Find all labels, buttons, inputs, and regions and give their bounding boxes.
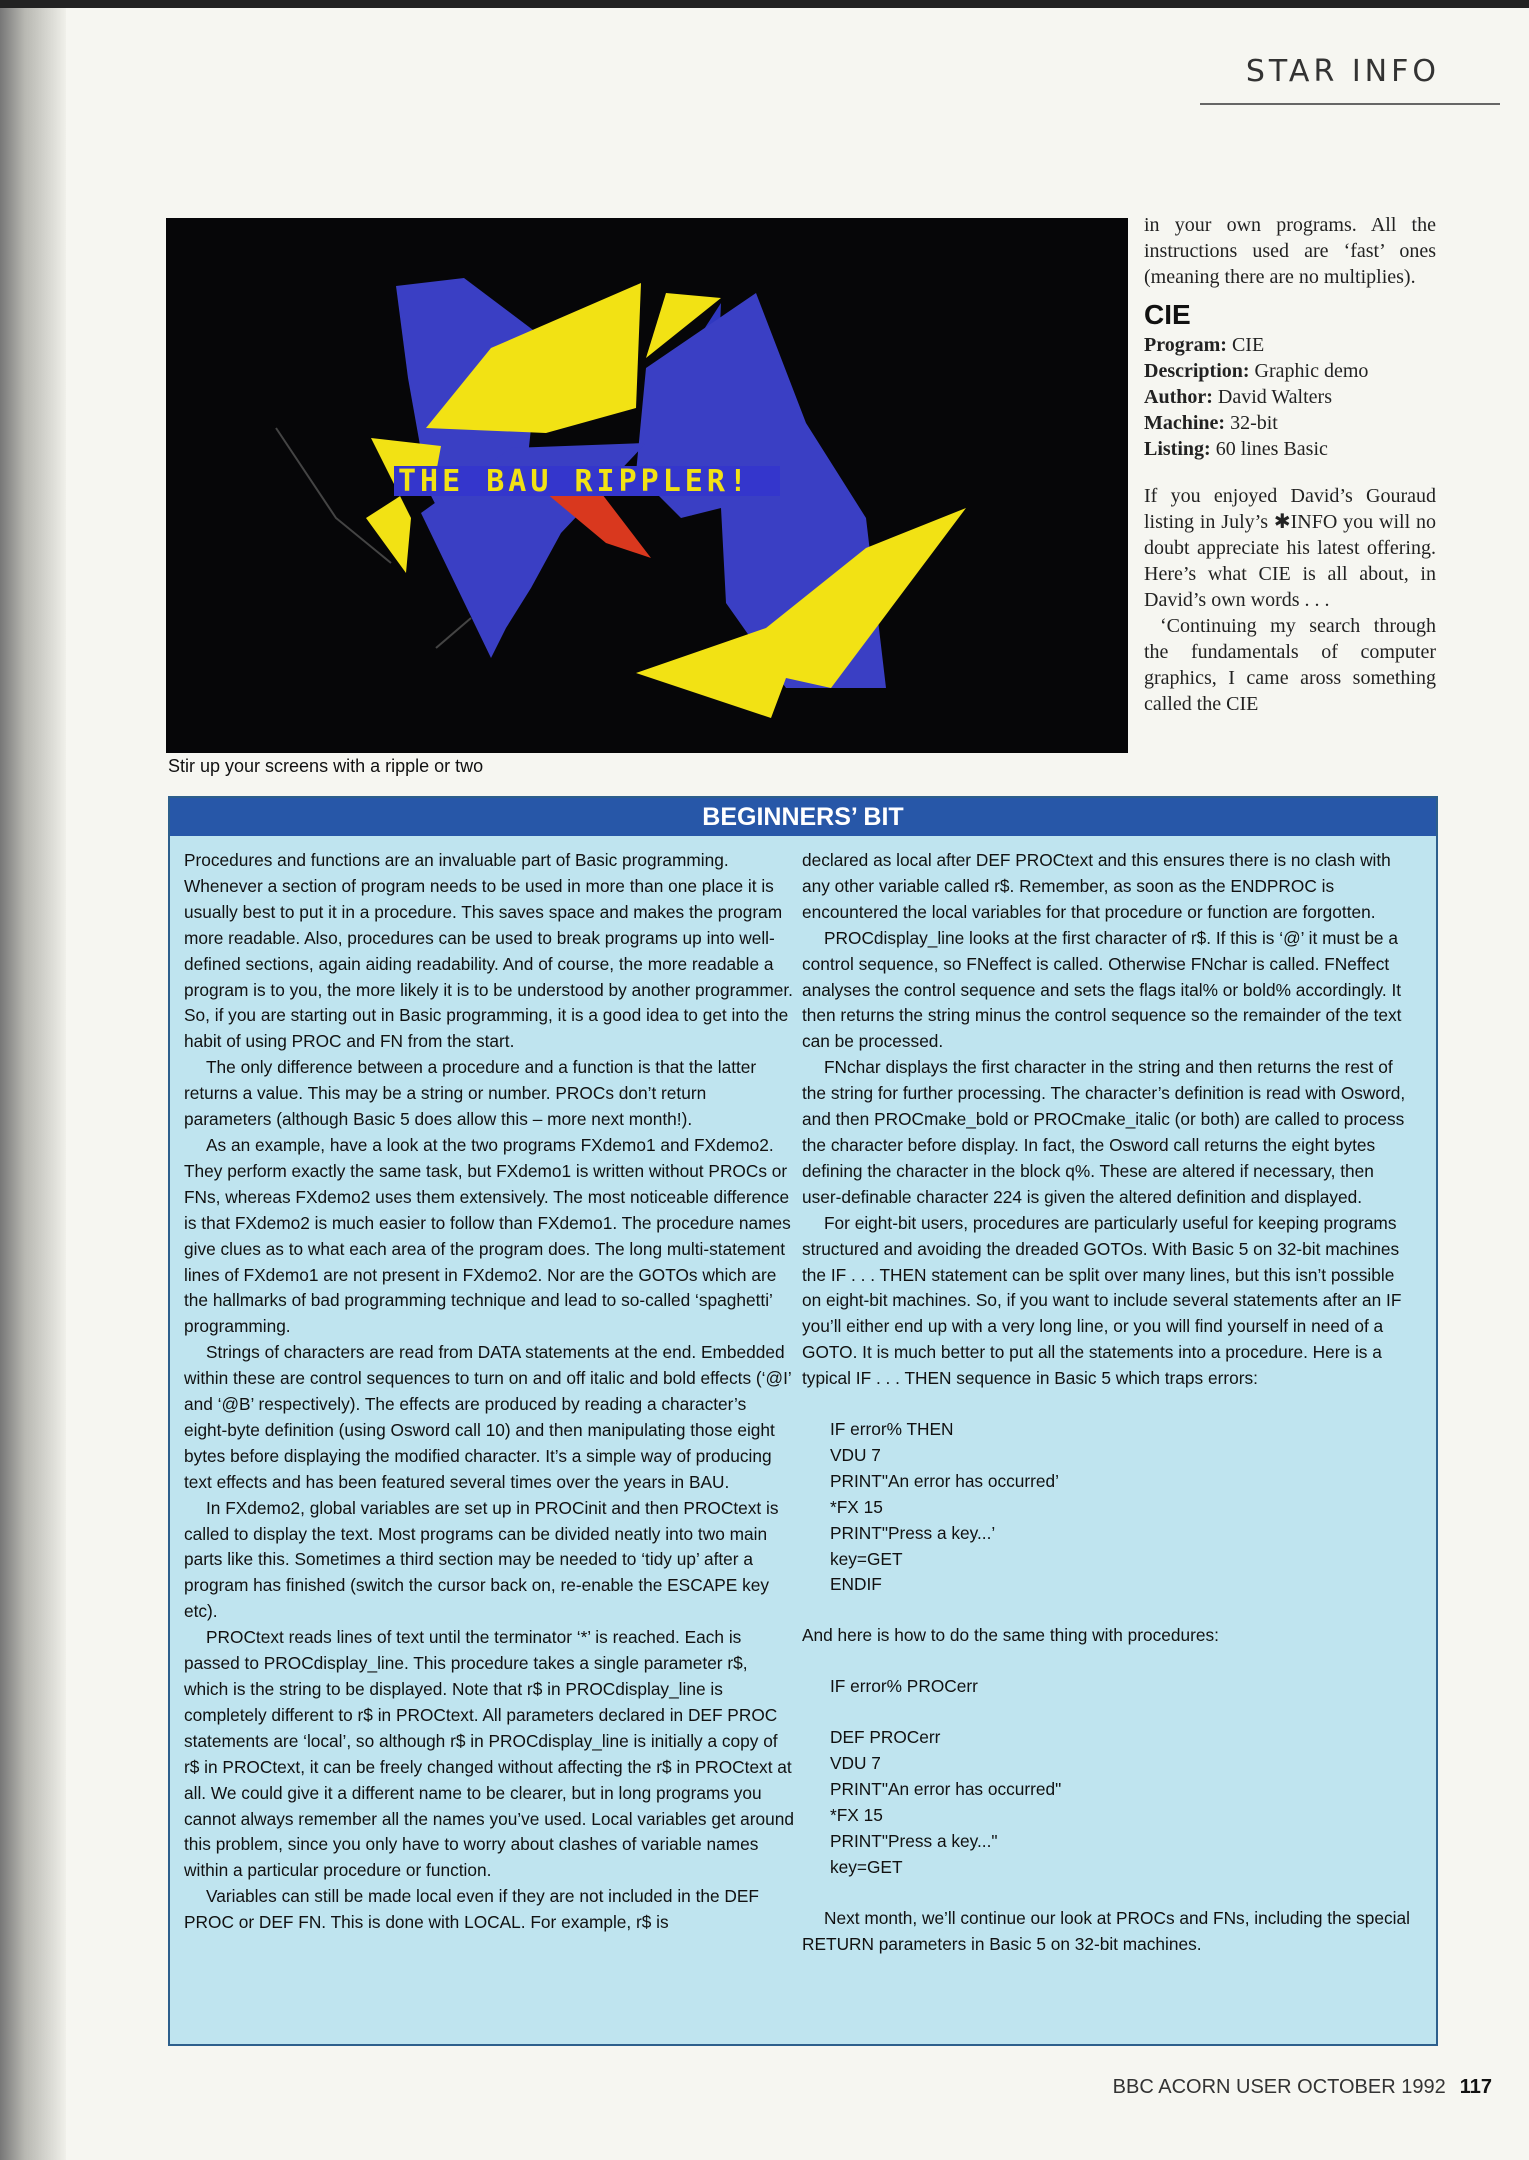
description-line: Description: Graphic demo (1144, 360, 1369, 382)
body-paragraph: As an example, have a look at the two programs FXdemo1 and FXdemo2. They perform exactly the same task, but FXdemo1 is written without PROCs or FNs, whereas FXdemo2 uses them extensively. The most noticeable difference is that FXdemo2 is much easier to follow than FXdemo1. The procedure names give clues as to what each area of the program does. The long multi-statement lines of FXdemo1 are not present in FXdemo2. Nor are the GOTOs which are the hallmarks of bad programming technique and lead to so-called ‘spaghetti’ programming. (184, 1134, 791, 1337)
code-line: key=GET (830, 1548, 903, 1569)
body-paragraph: Next month, we’ll continue our look at PROCs and FNs, including the special RETURN parameters in Basic 5 on 32-bit machines. (802, 1907, 1410, 1954)
code-listing-2 (802, 1674, 1417, 1880)
page-gutter (0, 0, 66, 2160)
beginners-bit-column-1 (184, 848, 794, 1936)
intro-paragraph: in your own programs. All the instructions used are ‘fast’ ones (meaning there are no multiplies). (1144, 214, 1436, 288)
body-paragraph: For eight-bit users, procedures are particularly useful for keeping programs structured and avoiding the dreaded GOTOs. With Basic 5 on 32-bit machines the IF . . . THEN statement can be split over many lines, but this isn’t possible on eight-bit machines. So, if you want to include several statements after an IF you’ll either end up with a very long line, or you will find yourself in need of a GOTO. It is much better to put all the statements into a procedure. Here is a typical IF . . . THEN sequence in Basic 5 which traps errors: (802, 1212, 1402, 1389)
code-line: PRINT"Press a key...’ (830, 1522, 996, 1543)
code-line: PRINT"Press a key..." (830, 1830, 998, 1851)
article-paragraph-1: If you enjoyed David’s Gouraud listing in July’s ✱INFO you will no doubt appreciate his latest offering. Here’s what CIE is all about, in David’s own words . . . (1144, 485, 1436, 611)
rippler-graphic (166, 218, 1128, 753)
code-line: PRINT"An error has occurred’ (830, 1470, 1059, 1491)
banner-text: THE BAU RIPPLER! (398, 464, 751, 499)
code-line: VDU 7 (830, 1444, 881, 1465)
code-line: IF error% PROCerr (830, 1676, 978, 1697)
header-rule (1200, 103, 1500, 105)
body-paragraph: FNchar displays the first character in the string and then returns the rest of the string for further processing. The character’s definition is read with Osword, and then PROCmake_bold or PROCmake_italic (or both) are called to process the character before display. In fact, the Osword call returns the eight bytes defining the character in the block q%. These are altered if necessary, then user-definable character 224 is given the altered definition and displayed. (802, 1057, 1406, 1207)
body-paragraph: Variables can still be made local even if they are not included in the DEF PROC or DEF FN. This is done with LOCAL. For example, r$ is (184, 1886, 759, 1933)
page-number: 117 (1459, 2076, 1492, 2098)
figure-caption: Stir up your screens with a ripple or two (168, 756, 484, 776)
code-line: PRINT"An error has occurred" (830, 1779, 1062, 1799)
code-line: DEF PROCerr (830, 1727, 941, 1748)
body-paragraph: And here is how to do the same thing with procedures: (802, 1625, 1219, 1646)
code-line: *FX 15 (830, 1496, 883, 1517)
listing-line: Listing: 60 lines Basic (1144, 438, 1328, 460)
publication-name: BBC ACORN USER OCTOBER 1992 (1112, 2076, 1446, 2098)
section-header: STAR INFO (1245, 54, 1440, 89)
page-footer (1100, 2076, 1492, 2099)
code-line: IF error% THEN (830, 1419, 954, 1440)
beginners-bit-title: BEGINNERS’ BIT (170, 798, 1436, 836)
body-paragraph: Strings of characters are read from DATA statements at the end. Embedded within these are control sequences to turn on and off italic and bold effects (‘@I’ and ‘@B’ respectively). The effects are produced by reading a character’s eight-byte definition (using Osword call 10) and then manipulating those eight bytes before displaying the modified character. It’s a simple way of producing text effects and has been featured several times over the years in BAU. (184, 1342, 792, 1492)
code-line: *FX 15 (830, 1804, 883, 1825)
beginners-bit-column-2 (802, 848, 1417, 1957)
body-paragraph: In FXdemo2, global variables are set up in PROCinit and then PROCtext is called to display the text. Most programs can be divided neatly into two main parts like this. Sometimes a third section may be needed to ‘tidy up’ after a program has finished (switch the cursor back on, re-enable the ESCAPE key etc). (184, 1497, 779, 1622)
body-paragraph: Procedures and functions are an invaluable part of Basic programming. Whenever a section of program needs to be used in more than one place it is usually best to put it in a procedure. This saves space and makes the program more readable. Also, procedures can be used to break programs up into well-defined sections, again aiding readability. And of course, the more readable a program is to you, the more likely it is to be understood by another programmer. So, if you are starting out in Basic programming, it is a good idea to get into the habit of using PROC and FN from the start. (184, 850, 793, 1052)
machine-line: Machine: 32-bit (1144, 412, 1278, 434)
code-line: ENDIF (830, 1574, 882, 1595)
code-line: key=GET (830, 1856, 903, 1877)
body-paragraph: PROCtext reads lines of text until the terminator ‘*’ is reached. Each is passed to PROCdisplay_line. This procedure takes a single parameter r$, which is the string to be displayed. Note that r$ in PROCdisplay_line is completely different to r$ in PROCtext. All parameters declared in DEF PROC statements are ‘local’, so although r$ in PROCdisplay_line is initially a copy of r$ in PROCtext, it can be freely changed without affecting the r$ in PROCtext at all. We could give it a different name to be clearer, but in long programs you cannot always remember all the names you’ve used. Local variables get around this problem, since you only have to worry about clashes of variable names within a particular procedure or function. (184, 1627, 794, 1881)
body-paragraph: The only difference between a procedure and a function is that the latter returns a value. This may be a string or number. PROCs don’t return parameters (although Basic 5 does allow this – more next month!). (184, 1057, 757, 1130)
body-paragraph: declared as local after DEF PROCtext and this ensures there is no clash with any other variable called r$. Remember, as soon as the ENDPROC is encountered the local variables for that procedure or function are forgotten. (802, 850, 1391, 922)
code-line: VDU 7 (830, 1753, 881, 1774)
screenshot-figure (166, 218, 1128, 753)
author-line: Author: David Walters (1144, 386, 1332, 408)
body-paragraph: PROCdisplay_line looks at the first character of r$. If this is ‘@’ it must be a control sequence, so FNeffect is called. Otherwise FNchar is called. FNeffect analyses the control sequence and sets the flags ital% or bold% accordingly. It then returns the string minus the control sequence so the remainder of the text can be processed. (802, 927, 1402, 1052)
beginners-bit-box (168, 796, 1438, 2046)
article-paragraph-2: ‘Continuing my search through the fundamentals of computer graphics, I came aross something called the CIE (1144, 615, 1436, 715)
program-line: Program: CIE (1144, 334, 1265, 356)
program-info (1144, 332, 1436, 462)
top-edge (0, 0, 1529, 8)
program-heading: CIE (1144, 299, 1191, 330)
article-right-column (1144, 212, 1436, 717)
code-listing-1 (802, 1417, 1417, 1598)
